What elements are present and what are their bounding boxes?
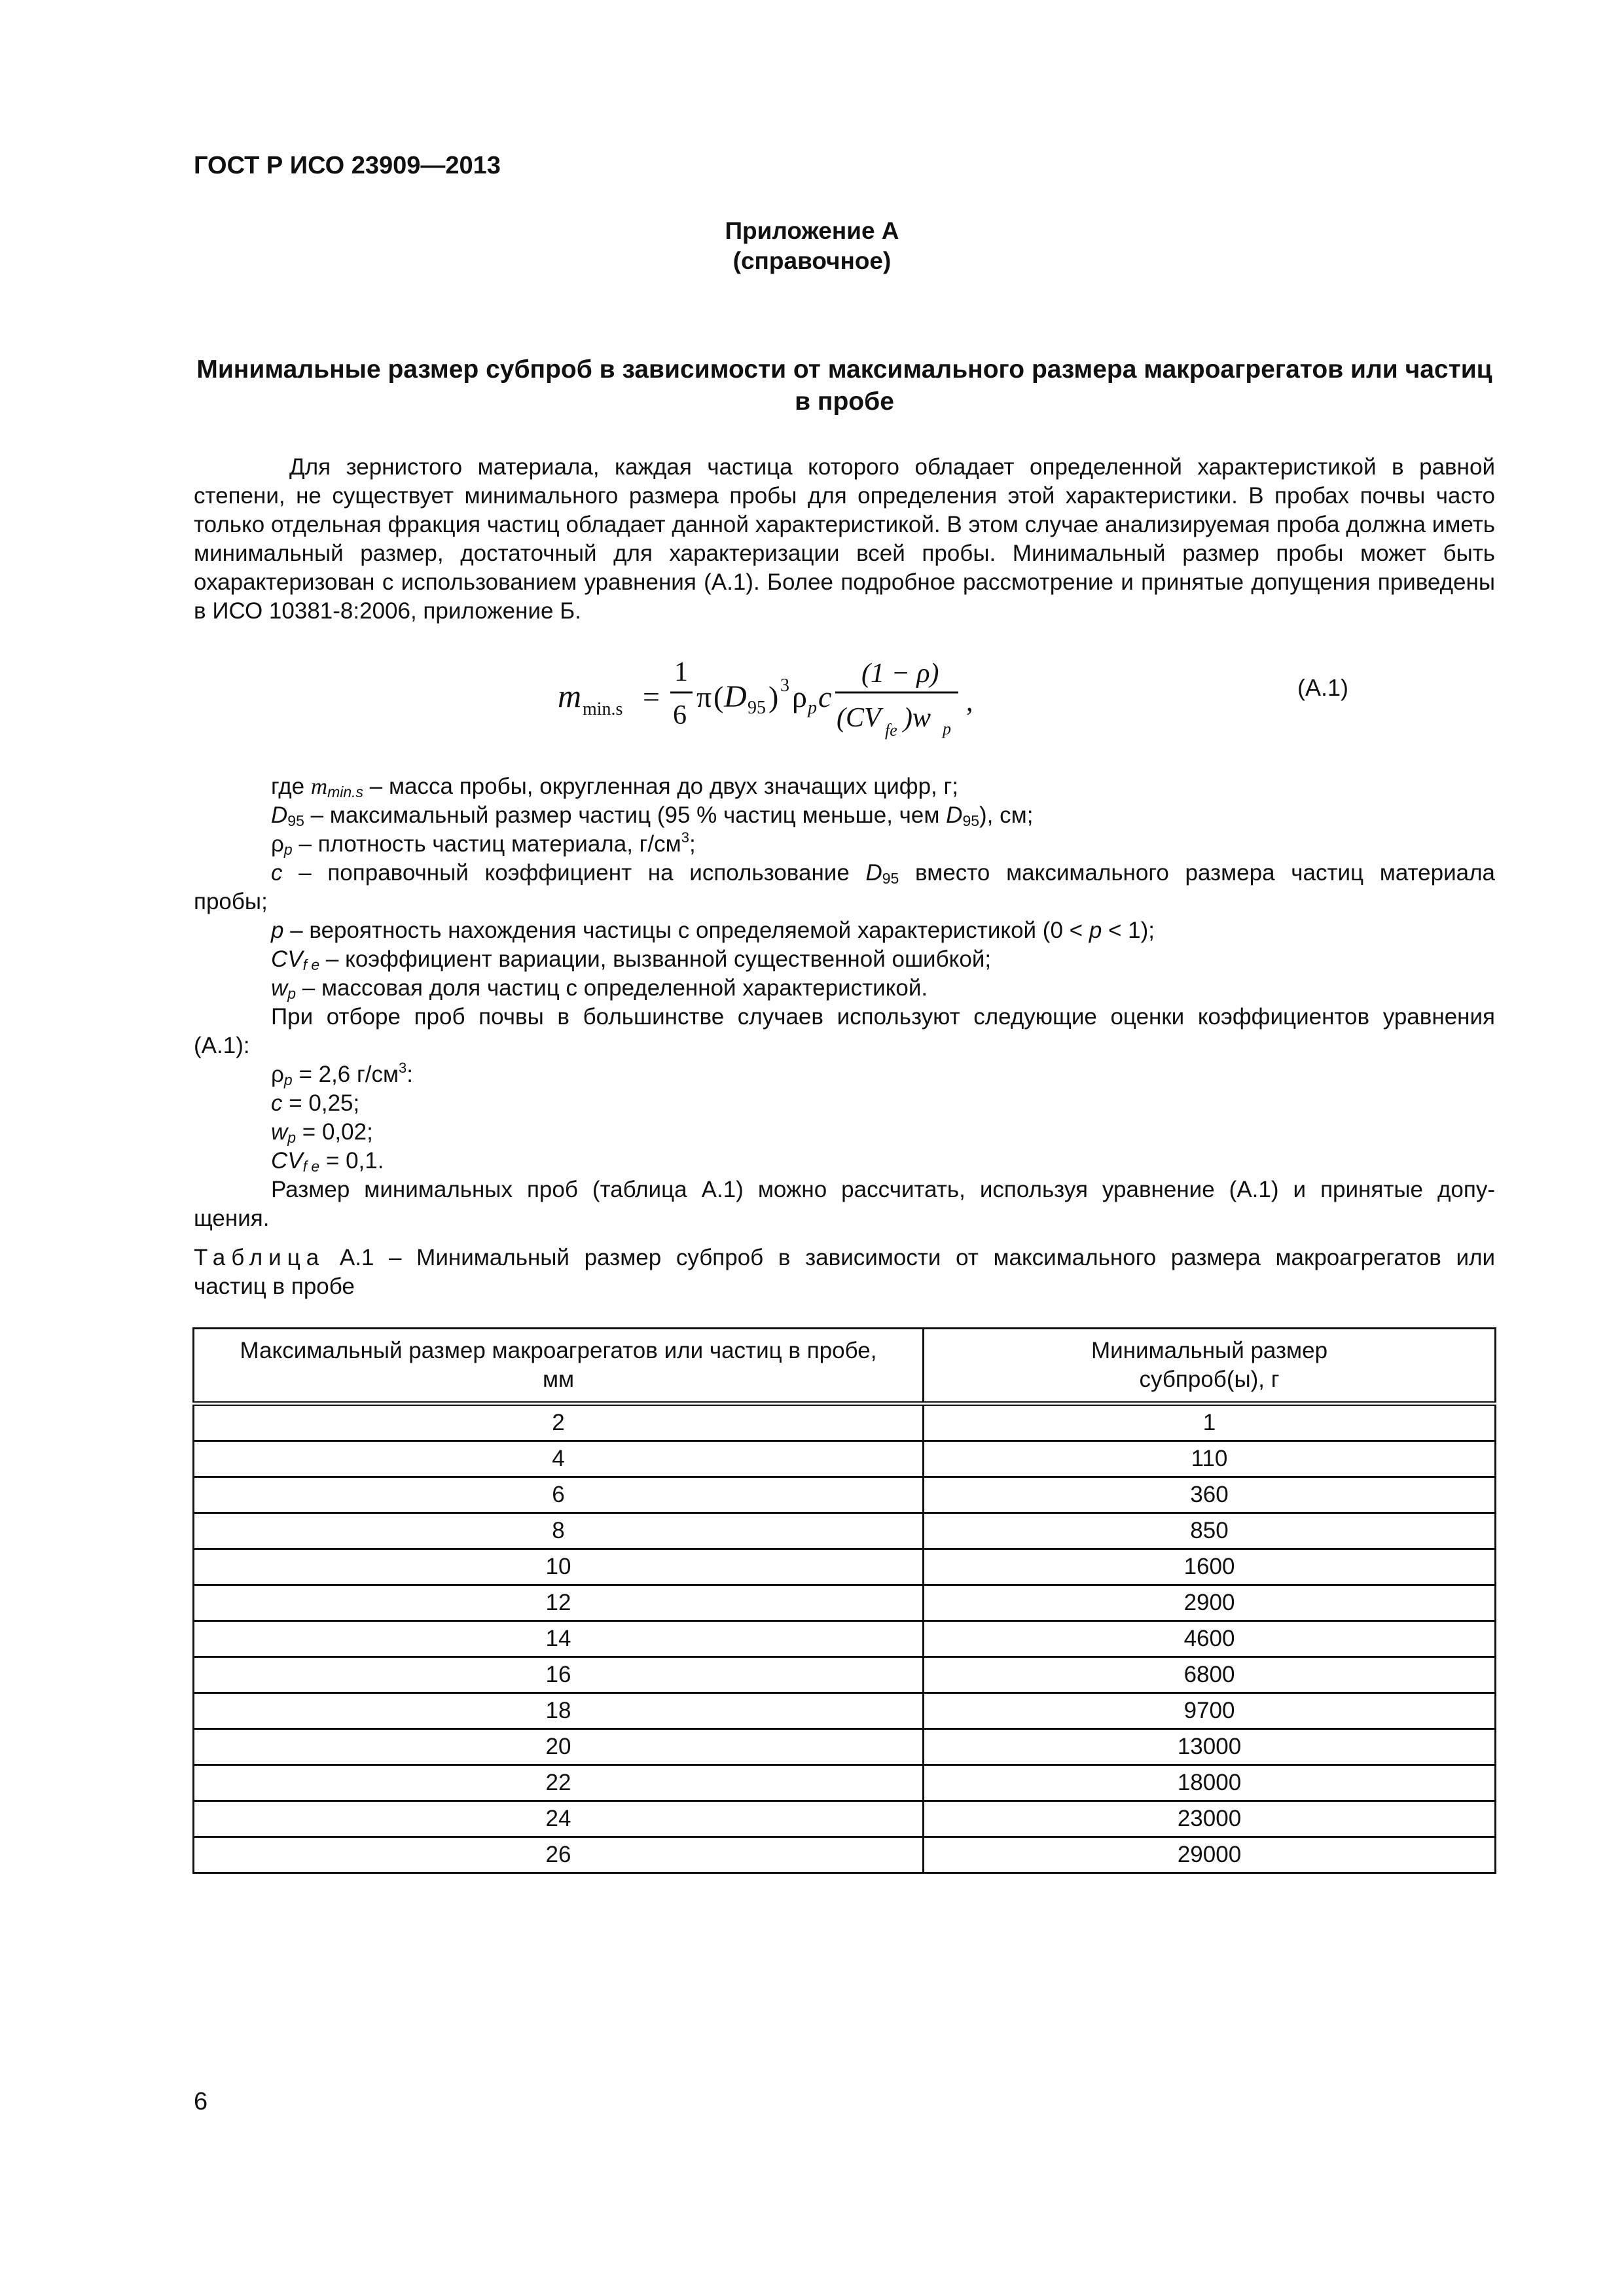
def-m-symbol: m [310,774,328,799]
table-row [194,1404,1496,1441]
formula-m-sub: min.s [583,699,623,719]
estimate-cv-symbol: CV [271,1148,303,1174]
formula-rho: ρ [792,680,807,713]
cell-min-size: 110 [924,1441,1496,1477]
table-row [194,1549,1496,1585]
formula-frac2-den-sub: fe [885,721,897,740]
def-c-symbol: c [271,860,283,886]
def-c-d-symbol: D [865,860,882,886]
def-p-text1: – вероятность нахождения частицы с определяемой характеристикой (0 < [283,918,1089,943]
def-m-text: – масса пробы, округленная до двух значащих цифр, г; [363,774,958,799]
def-m-sub: min.s [327,783,364,800]
table-header-col2-line1: Минимальный размер [1091,1338,1328,1363]
cell-max-size: 10 [194,1549,924,1585]
def-c-d-sub: 95 [882,870,899,887]
cell-max-size: 2 [194,1404,924,1441]
def-cv-sub: f e [302,956,320,973]
table-header-min-size [924,1329,1496,1404]
def-p [194,916,1495,945]
cell-min-size: 360 [924,1477,1496,1513]
def-rho-sub: p [283,841,293,858]
table-caption-line-2: частиц в пробе [194,1274,355,1299]
estimate-c-symbol: c [271,1090,283,1116]
estimate-rho-sub: p [283,1071,293,1088]
cell-max-size: 22 [194,1765,924,1801]
cell-max-size: 20 [194,1729,924,1765]
def-d-text2: ), см; [979,802,1034,828]
formula-rho-sub: p [808,698,817,718]
cell-min-size: 4600 [924,1621,1496,1657]
table-caption-text-1: А.1 – Минимальный размер субпроб в зависимости от максимального размера макроагрегатов или [325,1245,1495,1270]
def-rho [194,830,1495,859]
def-cv-text: – коэффициент вариации, вызванной существенной ошибкой; [319,946,992,972]
cell-min-size: 2900 [924,1585,1496,1621]
def-c-text1: – поправочный коэффициент на использование [282,860,866,886]
def-d [194,801,1495,830]
def-m [194,772,1495,801]
estimate-w-symbol: w [271,1119,288,1145]
table-header-col1-line1: Максимальный размер макроагрегатов или частиц в пробе, [240,1338,877,1363]
formula-pi: π [696,680,712,713]
def-c-text2: вместо максимального размера частиц материала [899,860,1495,886]
table-row [194,1837,1496,1873]
cell-min-size: 850 [924,1513,1496,1549]
def-w [194,974,1495,1003]
cell-max-size: 6 [194,1477,924,1513]
def-p-text2: < 1); [1102,918,1155,943]
estimates-line-2: (А.1): [194,1033,250,1058]
formula-m: m [558,677,582,714]
table-row [194,1693,1496,1729]
cell-max-size: 24 [194,1801,924,1837]
formula-frac1-den: 6 [673,700,687,730]
def-d-text1: – максимальный размер частиц (95 % частиц меньше, чем [304,802,947,828]
formula-power: 3 [780,675,789,696]
table-caption-label: Таблица [194,1245,325,1270]
def-d-symbol: D [271,802,288,828]
intro-paragraph: Для зернистого материала, каждая частица которого обладает определенной характеристикой в равной степени, не существует минимального размера пробы для определения этой характеристики. В пробах почвы часто только отдельная фракция частиц обладает данной характеристикой. В этом случае анализируемая проба должна иметь минимальный размер, достаточный для характеризации всей пробы. Минимальный размер пробы может быть охарактеризован с использованием уравнения (А.1). Более подробное рассмотрение и принятые допущения приведены в ИСО 10381-8:2006, приложение Б. [194,454,1495,624]
cell-max-size: 16 [194,1657,924,1693]
appendix-subtitle: (справочное) [732,247,892,274]
cell-max-size: 8 [194,1513,924,1549]
cell-max-size: 14 [194,1621,924,1657]
cell-min-size: 6800 [924,1657,1496,1693]
def-rho-exp: 3 [681,829,689,846]
cell-max-size: 18 [194,1693,924,1729]
formula-d: D [724,679,747,714]
estimate-rho-symbol: ρ [271,1062,284,1087]
def-d-sub-2: 95 [962,812,980,829]
estimate-rho-value: = 2,6 г/см [292,1062,399,1087]
formula-frac2-den-sub2: p [943,719,951,738]
def-rho-text: – плотность частиц материала, г/см [292,831,681,857]
table-row [194,1621,1496,1657]
table-header-col1-line2: мм [542,1367,575,1392]
formula-frac1-num: 1 [674,657,688,687]
cell-min-size: 23000 [924,1801,1496,1837]
cell-min-size: 9700 [924,1693,1496,1729]
table-caption-line-1 [194,1244,1495,1272]
table-header-col2-line2: субпроб(ы), г [1139,1367,1280,1392]
cell-min-size: 13000 [924,1729,1496,1765]
estimate-w-sub: p [287,1129,297,1146]
formula-frac2-den-b: )w [903,703,931,733]
closing-line-2: щения. [194,1206,270,1231]
cell-min-size: 18000 [924,1765,1496,1801]
table-row [194,1441,1496,1477]
def-w-symbol: w [271,975,288,1001]
def-w-sub: p [287,985,297,1002]
formula-paren-close: ) [768,680,779,713]
cell-min-size: 1 [924,1404,1496,1441]
estimate-c [194,1089,1495,1118]
def-c-continued: пробы; [194,889,268,914]
appendix-title: Приложение А [725,217,899,244]
cell-max-size: 26 [194,1837,924,1873]
table-row [194,1657,1496,1693]
cell-min-size: 29000 [924,1837,1496,1873]
def-c [194,859,1495,888]
estimates-line-1: При отборе проб почвы в большинстве случаев используют следующие оценки коэффициентов уравнения [271,1004,1495,1030]
estimate-cv-sub: f e [302,1158,320,1175]
table-row [194,1729,1496,1765]
cell-max-size: 4 [194,1441,924,1477]
estimate-cv [194,1147,1495,1175]
table-row [194,1477,1496,1513]
def-d-symbol-2: D [946,802,963,828]
formula-a1 [556,648,1028,746]
closing-line-1: Размер минимальных проб (таблица А.1) можно рассчитать, используя уравнение (А.1) и принятые допу- [271,1177,1495,1202]
formula-c: c [818,680,832,713]
estimate-w-value: = 0,02; [296,1119,373,1145]
page-number: 6 [194,2088,208,2115]
table-a1 [192,1327,1496,1874]
estimate-rho-exp: 3 [399,1060,407,1076]
formula-comma: , [966,687,973,717]
formula-number: (А.1) [1297,674,1349,701]
estimate-cv-value: = 0,1. [319,1148,384,1174]
def-where: где [271,774,305,799]
table-row [194,1585,1496,1621]
cell-max-size: 12 [194,1585,924,1621]
table-header-max-size [194,1329,924,1404]
table-row [194,1513,1496,1549]
table-row [194,1765,1496,1801]
document-header: ГОСТ Р ИСО 23909—2013 [194,152,501,179]
table-row [194,1801,1496,1837]
formula-frac2-num: (1 − ρ) [861,658,939,689]
section-title: Минимальные размер субпроб в зависимости от максимального размера макроагрегатов или частиц в пробе [196,355,1492,416]
estimate-rho: $\rho_p = 2,6$ $г/см^3$: [271,1060,414,1088]
estimate-w [194,1118,1495,1147]
def-rho-symbol: ρ [271,831,284,857]
def-p-symbol: p [271,918,284,943]
def-rho-end: ; [689,831,696,857]
def-cv [194,945,1495,974]
estimate-c-value: = 0,25; [282,1090,360,1116]
formula-d-sub: 95 [748,698,766,718]
def-p-symbol-2: p [1089,918,1102,943]
def-d-sub: 95 [287,812,304,829]
formula-paren-open: ( [713,680,724,713]
formula-equals: = [643,680,660,713]
table-body [194,1404,1496,1873]
def-cv-symbol: CV [271,946,303,972]
formula-frac2-den-a: (CV [837,703,881,733]
cell-min-size: 1600 [924,1549,1496,1585]
table-header-row [194,1329,1496,1404]
def-w-text: – массовая доля частиц с определенной характеристикой. [296,975,928,1001]
